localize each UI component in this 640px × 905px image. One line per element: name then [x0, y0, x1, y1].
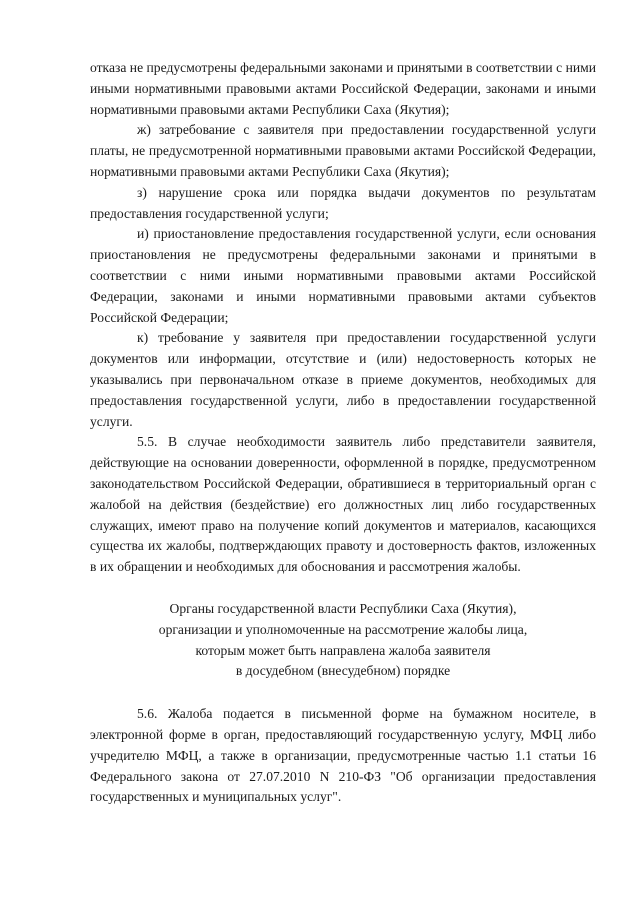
paragraph-item-z: з) нарушение срока или порядка выдачи документов по результатам предоставления государственной услуги;: [90, 184, 596, 221]
paragraph-5-5: 5.5. В случае необходимости заявитель либо представители заявителя, действующие на основании доверенности, оформленной в порядке, предусмотренном законодательством Российской Федерации, обратившиеся в территориальный орган с жалобой на действия (бездействие) его должностных лиц либо государственных служащих, имеют право на получение копий документов и материалов, касающихся существа их жалобы, подтверждающих правоту и достоверность фактов, изложенных в их обращении и необходимых для обоснования и рассмотрения жалобы.: [90, 434, 596, 575]
heading-line: которым может быть направлена жалоба заявителя: [195, 642, 491, 658]
heading-line: Органы государственной власти Республики Саха (Якутия),: [169, 600, 517, 616]
heading-line: в досудебном (внесудебном) порядке: [235, 663, 451, 679]
section-heading: [90, 599, 596, 682]
paragraph-item-i: и) приостановление предоставления государственной услуги, если основания приостановления не предусмотрены федеральными законами и принятыми в соответствии с ними иными нормативными правовыми актами Российской Федерации, законами и иными нормативными правовыми актами субъектов Российской Федерации;: [90, 226, 596, 325]
heading-line: организации и уполномоченные на рассмотрение жалобы лица,: [158, 621, 528, 637]
paragraph-refusal-continuation: отказа не предусмотрены федеральными законами и принятыми в соответствии с ними иными нормативными правовыми актами Российской Федерации, законами и иными нормативными правовыми актами Республики Саха (Якутия);: [90, 60, 596, 117]
paragraph-5-6: 5.6. Жалоба подается в письменной форме на бумажном носителе, в электронной форме в орган, предоставляющий государственную услугу, МФЦ либо учредителю МФЦ, а также в организации, предусмотренные частью 1.1 статьи 16 Федерального закона от 27.07.2010 N 210-ФЗ "Об организации предоставления государственных и муниципальных услуг".: [90, 706, 596, 805]
paragraph-item-k: к) требование у заявителя при предоставлении государственной услуги документов или информации, отсутствие и (или) недостоверность которых не указывались при первоначальном отказе в приеме документов, необходимых для предоставления государственной услуги, либо в предоставлении государственной услуги.: [90, 330, 596, 429]
document-page: [90, 58, 596, 808]
paragraph-item-zh: ж) затребование с заявителя при предоставлении государственной услуги платы, не предусмотренной нормативными правовыми актами Российской Федерации, нормативными правовыми актами Республики Саха (Якутия);: [90, 122, 596, 179]
